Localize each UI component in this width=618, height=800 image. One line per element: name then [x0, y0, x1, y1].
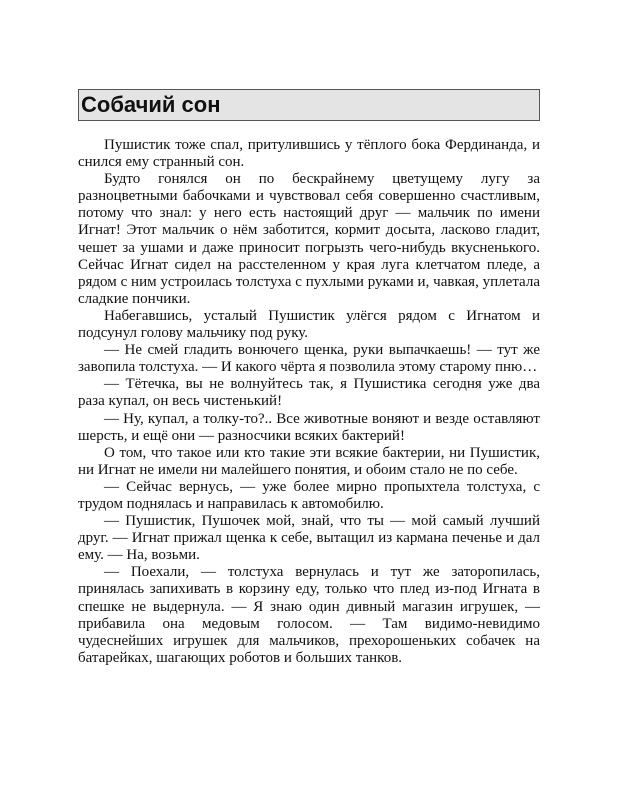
paragraph: — Поехали, — толстуха вернулась и тут же заторопилась, принялась запихивать в корзину еду, только что плед из-под Игната в спешке не выдернула. — Я знаю один дивный магазин игрушек, — прибавила она медовым голосом. — Там видимо-невидимо чудеснейших игрушек для мальчиков, прехорошеньких собачек на батарейках, шагающих роботов и больших танков. [78, 564, 540, 666]
paragraph: Пушистик тоже спал, притулившись у тёплого бока Фердинанда, и снился ему странный сон. [78, 137, 540, 171]
page [78, 89, 540, 667]
chapter-title: Собачий сон [78, 89, 540, 121]
chapter-body [78, 137, 540, 667]
paragraph: Будто гонялся он по бескрайнему цветущему лугу за разноцветными бабочками и чувствовал себя совершенно счастливым, потому что знал: у него есть настоящий друг — мальчик по имени Игнат! Этот мальчик о нём заботится, кормит досыта, ласково гладит, чешет за ушами и даже приносит погрызть чего-нибудь вкусненького. Сейчас Игнат сидел на расстеленном у края луга клетчатом пледе, а рядом с ним устроилась толстуха с пухлыми руками и, чавкая, уплетала сладкие пончики. [78, 171, 540, 307]
paragraph: — Тётечка, вы не волнуйтесь так, я Пушистика сегодня уже два раза купал, он весь чистенький! [78, 376, 540, 410]
paragraph: — Ну, купал, а толку-то?.. Все животные воняют и везде оставляют шерсть, и ещё они — разносчики всяких бактерий! [78, 410, 540, 444]
paragraph: — Не смей гладить вонючего щенка, руки выпачкаешь! — тут же завопила толстуха. — И какого чёрта я позволила этому старому пню… [78, 342, 540, 376]
paragraph: — Сейчас вернусь, — уже более мирно пропыхтела толстуха, с трудом поднялась и направилась к автомобилю. [78, 478, 540, 512]
paragraph: — Пушистик, Пушочек мой, знай, что ты — мой самый лучший друг. — Игнат прижал щенка к себе, вытащил из кармана печенье и дал ему. — На, возьми. [78, 513, 540, 564]
paragraph: Набегавшись, усталый Пушистик улёгся рядом с Игнатом и подсунул голову мальчику под руку. [78, 307, 540, 342]
paragraph: О том, что такое или кто такие эти всякие бактерии, ни Пушистик, ни Игнат не имели ни малейшего понятия, и обоим стало не по себе. [78, 444, 540, 478]
